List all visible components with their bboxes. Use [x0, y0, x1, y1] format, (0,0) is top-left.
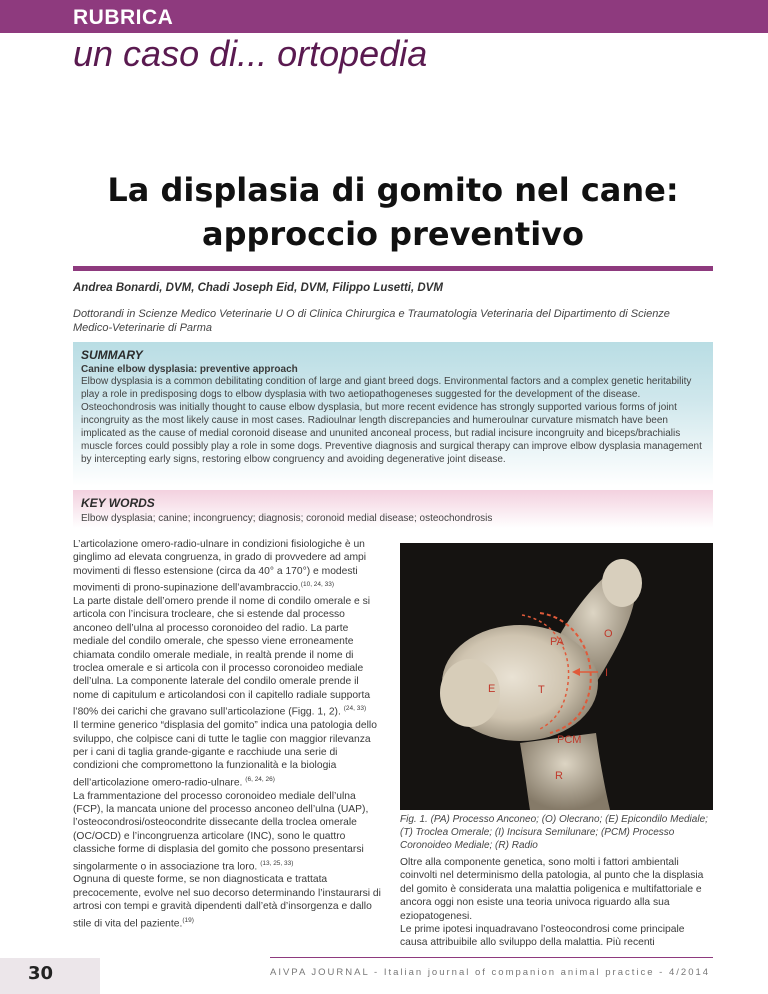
- keywords-label: KEY WORDS: [81, 496, 155, 510]
- article-title: [73, 168, 713, 256]
- paragraph: L’articolazione omero-radio-ulnare in condizioni fisiologiche è un ginglimo ad elevata congruenza, in grado di provvedere ad ampi movimenti di flesso estensione (circa da 40° a 170°) e modesti movimenti di prono-supinazione dell’avambraccio.$^{(10, 24, 33)}$: [73, 539, 367, 594]
- label-O: O: [604, 628, 613, 640]
- elbow-bone-illustration: [400, 543, 713, 810]
- figure-caption: Fig. 1. (PA) Processo Anconeo; (O) Olecrano; (E) Epicondilo Mediale; (T) Troclea Omerale; (I) Incisura Semilunare; (PCM) Processo Coronoideo Mediale; (R) Radio: [400, 814, 708, 851]
- summary-label: SUMMARY: [81, 348, 143, 362]
- title-line-1: La displasia di gomito nel cane:: [107, 171, 679, 209]
- body-left-column: [73, 538, 383, 930]
- title-line-2: approccio preventivo: [201, 215, 585, 253]
- summary-text: Elbow dysplasia is a common debilitating condition of large and giant breed dogs. Environmental factors and a complex genetic heritability play a role in predisposing dogs to elbow dysplasia with two aetiopathogeneses suggested for the development of the disease. Osteochondrosis was initially thought to cause elbow dysplasia, but more recent evidence has strongly supported various forms of joint incongruity as the most likely cause in most cases. Radioulnar length discrepancies and humeroulnar curvature mismatch have been implicated as the cause of medial coronoid disease and ununited anconeal process, but radial incisure incongruity and biceps/brachialis muscle forces could possibly play a role in some dogs. Preventive diagnosis and surgical therapy can improve elbow dysplasia management by intercepting early signs, restoring elbow congruency and avoiding degenerative joint disease.: [81, 376, 702, 465]
- page-number: 30: [28, 963, 54, 984]
- paragraph: Il termine generico “displasia del gomito” indica una patologia dello sviluppo, che colpisce cani di tutte le taglie con maggior rilevanza per i cani di taglia grande-gigante e racchiude una serie di condizioni che compromettono la funzionalità e la biologia dell’articolazione omero-radio-ulnare. $^{(6, 24, 26)}$: [73, 720, 377, 789]
- authors: Andrea Bonardi, DVM, Chadi Joseph Eid, DVM, Filippo Lusetti, DVM: [73, 282, 443, 294]
- keywords-text: Elbow dysplasia; canine; incongruency; diagnosis; coronoid medial disease; osteochondrosis: [81, 513, 493, 524]
- rubrica-label: RUBRICA: [73, 6, 174, 29]
- affiliation: Dottorandi in Scienze Medico Veterinarie U O di Clinica Chirurgica e Traumatologia Veterinaria del Dipartimento di Scienze Medico-Veterinarie di Parma: [73, 308, 670, 334]
- paragraph: Ognuna di queste forme, se non diagnosticata e trattata precocemente, evolve nel suo decorso determinando l’instaurarsi di artrosi con tempi e gravità dipendenti dall’età d’insorgenza e dallo stile di vita del paziente.$^{(19)}$: [73, 874, 381, 930]
- label-T: T: [538, 684, 545, 696]
- paragraph: Le prime ipotesi inquadravano l’osteocondrosi come principale causa attribuibile allo sviluppo della malattia. Più recenti: [400, 924, 685, 949]
- paragraph: La frammentazione del processo coronoideo mediale dell’ulna (FCP), la mancata unione del processo anconeo dell’ulna (UAP), l’osteocondrosi/osteocondrite dissecante della troclea omerale (OC/OCD) e l’incongruenza articolare (INC), sono le quattro classiche forme di displasia del gomito che possono presentarsi singolarmente o in associazione tra loro. $^{(13, 25, 33)}$: [73, 790, 369, 873]
- label-E: E: [488, 683, 496, 695]
- paragraph: La parte distale dell’omero prende il nome di condilo omerale e si articola con l’incisura trocleare, che si estende dal processo anconeo dell’ulna al processo coronoideo del radio. La parte mediale del condilo omerale, che spesso viene erroneamente chiamata condilo omerale mediale, in realtà prende il nome di troclea omerale e si articola con il processo coronoideo mediale dell’ulna. La componente laterale del condilo omerale prende il nome di capitulum e articolandosi con il capitello radiale supporta l’80% dei carichi che gravano sull’articolazione (Figg. 1, 2). $^{(24, 33)}$: [73, 596, 371, 718]
- body-right-column: [400, 856, 713, 950]
- journal-footer: AIVPA JOURNAL - Italian journal of companion animal practice - 4/2014: [270, 967, 711, 978]
- footer-rule: [270, 957, 713, 958]
- label-PA: PA: [550, 636, 564, 648]
- summary-subtitle: Canine elbow dysplasia: preventive approach: [81, 364, 298, 375]
- label-R: R: [555, 770, 563, 782]
- section-title: un caso di... ortopedia: [73, 33, 428, 74]
- summary-box: [73, 342, 713, 486]
- label-I: I: [605, 667, 609, 679]
- figure-elbow-bone: [400, 543, 713, 810]
- keywords-box: [73, 490, 713, 528]
- label-PCM: PCM: [557, 734, 582, 746]
- title-rule: [73, 266, 713, 271]
- paragraph: Oltre alla componente genetica, sono molti i fattori ambientali coinvolti nel determinismo della patologia, al punto che la displasia del gomito è considerata una malattia poligenica e multifattoriale e ancora oggi non esiste una teoria univoca riguardo alla sua eziopatogenesi.: [400, 857, 704, 922]
